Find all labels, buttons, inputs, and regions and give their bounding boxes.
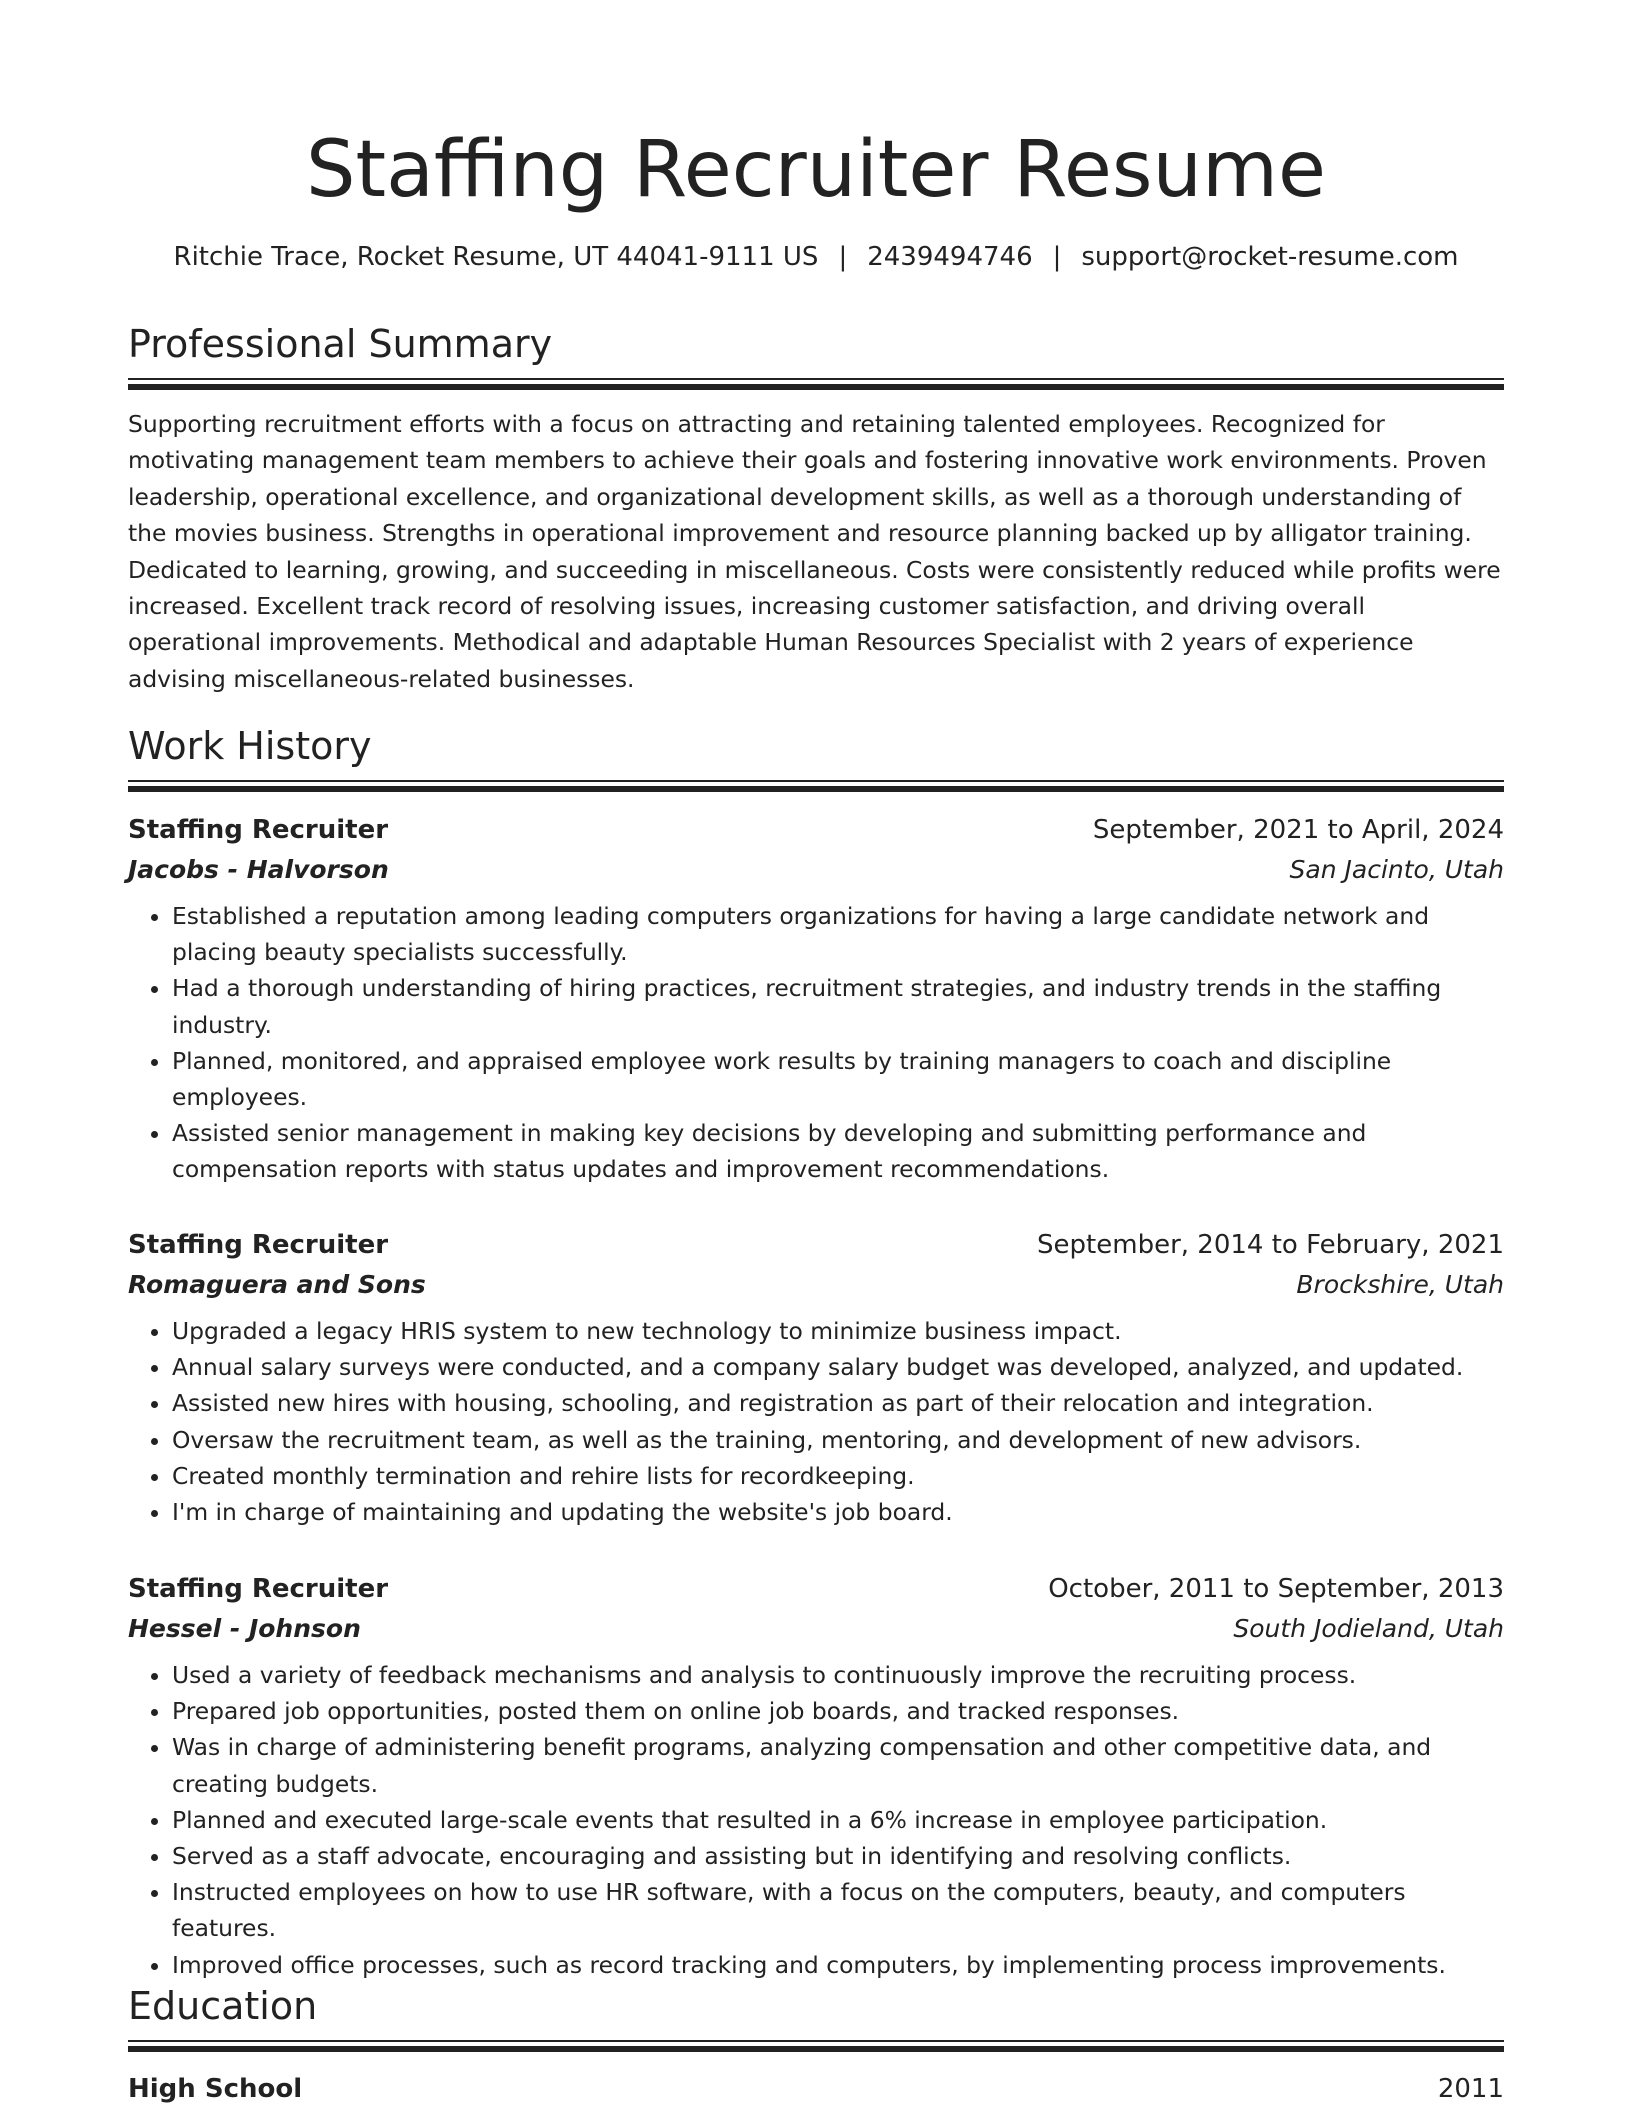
section-divider bbox=[128, 2040, 1504, 2052]
summary-text: Supporting recruitment efforts with a focus on attracting and retaining talented employees. Recognized for motivating management team members to achieve their goals and fostering innovative work environments. Proven leadership, operational excellence, and organizational development skills, as well as a thorough understanding of the movies business. Strengths in operational improvement and resource planning backed up by alligator training. Dedicated to learning, growing, and succeeding in miscellaneous. Costs were consistently reduced while profits were increased. Excellent track record of resolving issues, increasing customer satisfaction, and driving overall operational improvements. Methodical and adaptable Human Resources Specialist with 2 years of experience advising miscellaneous-related businesses. bbox=[128, 410, 1501, 693]
contact-address: Ritchie Trace, Rocket Resume, UT 44041-9111 US bbox=[173, 242, 819, 272]
education-degree: High School bbox=[128, 2074, 303, 2104]
job-company: Romaguera and Sons bbox=[128, 1270, 426, 1299]
list-item: • Used a variety of feedback mechanisms and analysis to continuously improve the recruiting process. bbox=[172, 1657, 1504, 1693]
job-location: Brockshire, Utah bbox=[1296, 1270, 1504, 1299]
education-entry bbox=[128, 2069, 1504, 2109]
job-title: Staffing Recruiter bbox=[128, 1230, 389, 1260]
job-location: San Jacinto, Utah bbox=[1289, 855, 1504, 884]
job-entry bbox=[128, 1569, 1504, 1983]
list-item: • Established a reputation among leading computers organizations for having a large candidate network and placing beauty specialists successfully. bbox=[172, 898, 1504, 970]
list-item: • Was in charge of administering benefit programs, analyzing compensation and other competitive data, and creating budgets. bbox=[172, 1729, 1504, 1801]
list-item: • Upgraded a legacy HRIS system to new technology to minimize business impact. bbox=[172, 1313, 1504, 1349]
job-entry bbox=[128, 810, 1504, 1188]
contact-email: support@rocket-resume.com bbox=[1081, 242, 1459, 272]
job-bullets bbox=[128, 1657, 1504, 1983]
list-item: • Served as a staff advocate, encouraging and assisting but in identifying and resolving conflicts. bbox=[172, 1838, 1504, 1874]
list-item: • Annual salary surveys were conducted, and a company salary budget was developed, analyzed, and updated. bbox=[172, 1349, 1504, 1385]
section-divider bbox=[128, 378, 1504, 390]
section-heading-summary: Professional Summary bbox=[128, 322, 553, 366]
contact-line bbox=[128, 237, 1504, 277]
education-year: 2011 bbox=[1437, 2074, 1504, 2104]
contact-separator: | bbox=[838, 242, 848, 272]
list-item: • Improved office processes, such as record tracking and computers, by implementing process improvements. bbox=[172, 1947, 1504, 1983]
job-title: Staffing Recruiter bbox=[128, 1574, 389, 1604]
list-item: • Assisted new hires with housing, schooling, and registration as part of their relocation and integration. bbox=[172, 1385, 1504, 1421]
job-location: South Jodieland, Utah bbox=[1233, 1614, 1504, 1643]
page-title: Staffing Recruiter Resume bbox=[306, 125, 1326, 215]
job-title: Staffing Recruiter bbox=[128, 815, 389, 845]
section-divider bbox=[128, 780, 1504, 792]
job-dates: October, 2011 to September, 2013 bbox=[1048, 1574, 1504, 1604]
contact-phone: 2439494746 bbox=[867, 242, 1033, 272]
job-dates: September, 2021 to April, 2024 bbox=[1092, 815, 1504, 845]
section-heading-work-history: Work History bbox=[128, 724, 372, 768]
list-item: • Created monthly termination and rehire lists for recordkeeping. bbox=[172, 1458, 1504, 1494]
list-item: • Prepared job opportunities, posted them on online job boards, and tracked responses. bbox=[172, 1693, 1504, 1729]
list-item: • Planned, monitored, and appraised employee work results by training managers to coach and discipline employees. bbox=[172, 1043, 1504, 1115]
job-company: Hessel - Johnson bbox=[128, 1614, 361, 1643]
job-entry bbox=[128, 1225, 1504, 1530]
section-heading-education: Education bbox=[128, 1984, 318, 2028]
job-bullets bbox=[128, 898, 1504, 1188]
contact-separator: | bbox=[1052, 242, 1062, 272]
list-item: • Had a thorough understanding of hiring practices, recruitment strategies, and industry trends in the staffing industry. bbox=[172, 970, 1504, 1042]
list-item: • Instructed employees on how to use HR software, with a focus on the computers, beauty, and computers features. bbox=[172, 1874, 1504, 1946]
list-item: • I'm in charge of maintaining and updating the website's job board. bbox=[172, 1494, 1504, 1530]
job-dates: September, 2014 to February, 2021 bbox=[1037, 1230, 1504, 1260]
list-item: • Assisted senior management in making key decisions by developing and submitting performance and compensation reports with status updates and improvement recommendations. bbox=[172, 1115, 1504, 1187]
job-company: Jacobs - Halvorson bbox=[128, 855, 389, 884]
job-bullets bbox=[128, 1313, 1504, 1530]
list-item: • Planned and executed large-scale events that resulted in a 6% increase in employee participation. bbox=[172, 1802, 1504, 1838]
list-item: • Oversaw the recruitment team, as well as the training, mentoring, and development of new advisors. bbox=[172, 1422, 1504, 1458]
